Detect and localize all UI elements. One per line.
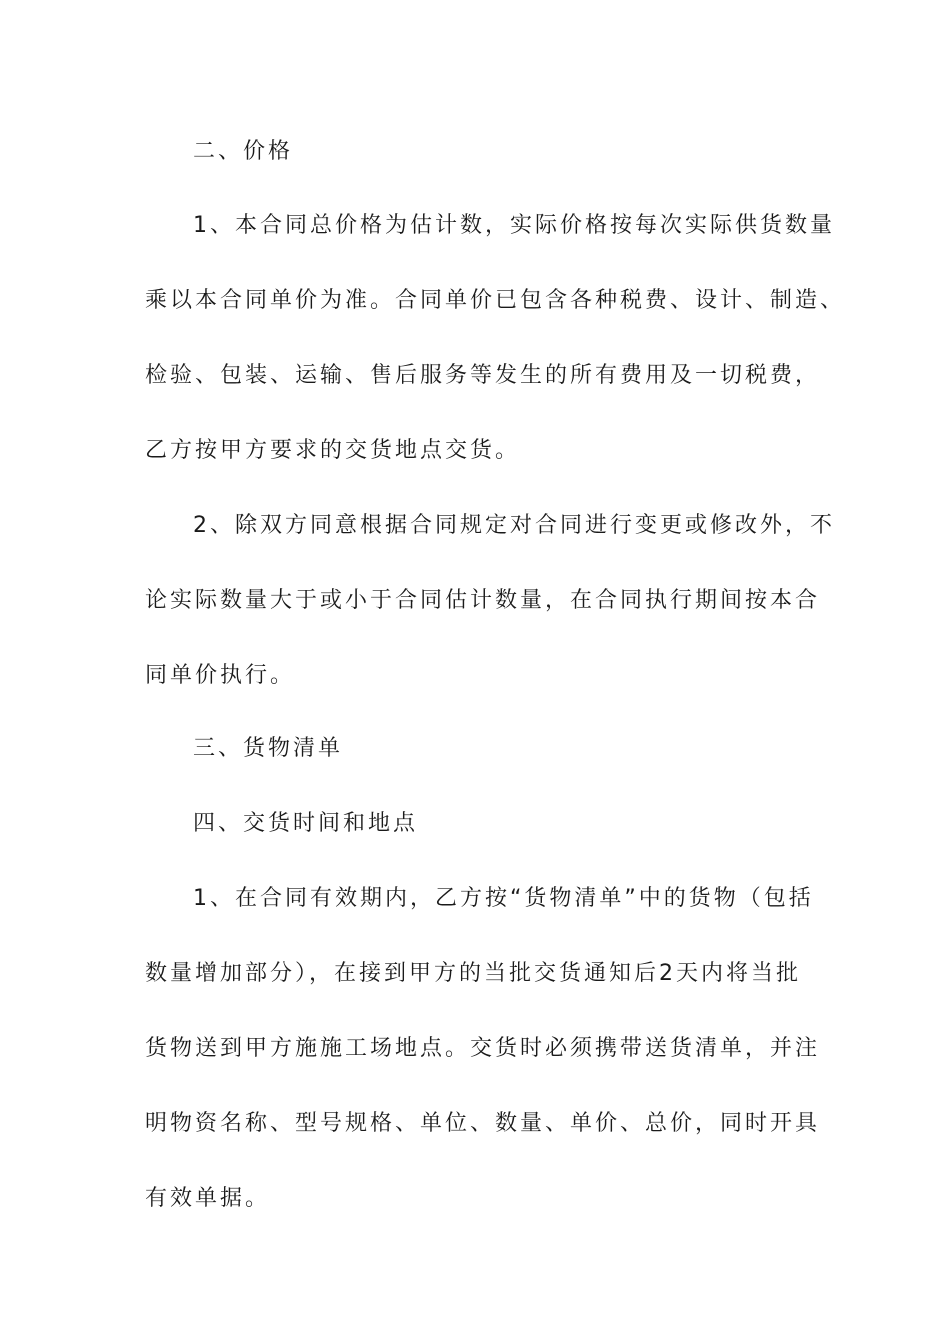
paragraph-line: 乙方按甲方要求的交货地点交货。: [145, 438, 521, 463]
paragraph-line: 货物送到甲方施施工场地点。交货时必须携带送货清单，并注: [145, 1036, 821, 1061]
paragraph-line: 论实际数量大于或小于合同估计数量，在合同执行期间按本合: [145, 588, 821, 613]
paragraph-line: 1、本合同总价格为估计数，实际价格按每次实际供货数量: [193, 213, 835, 238]
paragraph-line: 1、在合同有效期内，乙方按“货物清单”中的货物（包括: [193, 886, 814, 911]
section-heading-goods-list: 三、货物清单: [193, 736, 344, 761]
paragraph-line: 同单价执行。: [145, 663, 296, 688]
section-heading-delivery: 四、交货时间和地点: [193, 811, 419, 836]
paragraph-line: 乘以本合同单价为准。合同单价已包含各种税费、设计、制造、: [145, 288, 846, 313]
paragraph-line: 数量增加部分），在接到甲方的当批交货通知后2天内将当批: [145, 961, 801, 986]
paragraph-line: 明物资名称、型号规格、单位、数量、单价、总价，同时开具: [145, 1111, 821, 1136]
paragraph-line: 检验、包装、运输、售后服务等发生的所有费用及一切税费，: [145, 363, 821, 388]
paragraph-line: 2、除双方同意根据合同规定对合同进行变更或修改外，不: [193, 513, 835, 538]
section-heading-price: 二、价格: [193, 139, 294, 164]
paragraph-line: 有效单据。: [145, 1186, 271, 1211]
